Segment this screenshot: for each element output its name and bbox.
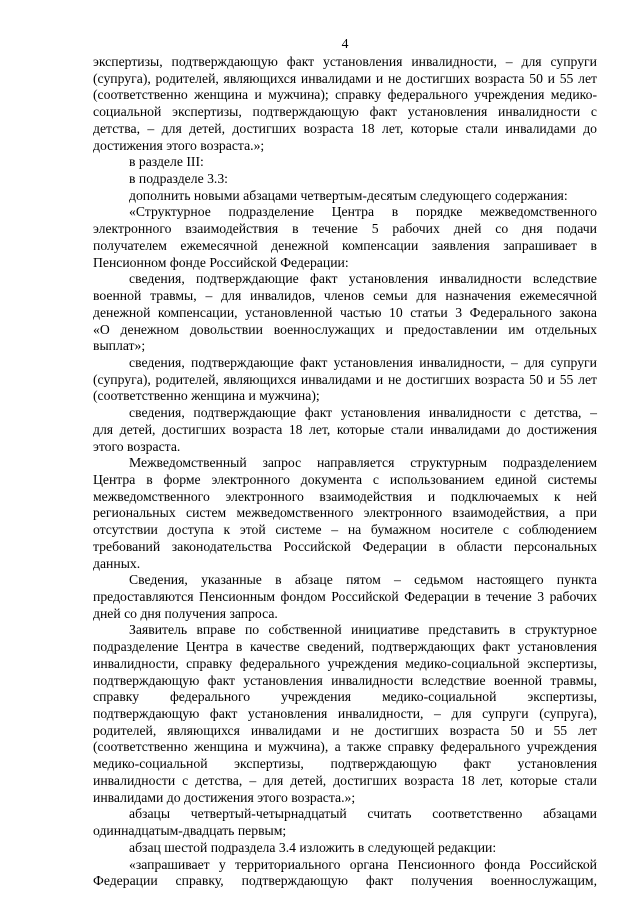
- text-line: Заявитель вправе по собственной инициативе представить в структурное: [129, 622, 597, 638]
- text-line: (соответственно женщина и мужчина), а также справку федерального учреждения: [93, 739, 597, 755]
- text-line: Центра в форме электронного документа с использованием единой системы: [93, 471, 597, 487]
- text-line: (соответственно женщина и мужчина); справку федерального учреждения медико-: [93, 87, 597, 103]
- text-line: военной травмы, – для инвалидов, членов семьи для назначения ежемесячной: [93, 288, 597, 304]
- text-line: инвалидами до достижения этого возраста.»;: [93, 789, 356, 805]
- paragraph: [93, 204, 597, 271]
- text-line: социальной экспертизы, подтверждающую факт установления инвалидности с: [93, 104, 597, 120]
- paragraph: [93, 840, 597, 857]
- text-line: отсутствии доступа к этой системе – на бумажном носителе с соблюдением: [93, 522, 597, 538]
- paragraph: [93, 355, 597, 405]
- text-line: достижения этого возраста.»;: [93, 137, 265, 153]
- paragraph: [93, 572, 597, 622]
- text-line: подтверждающую факт установления инвалидности, – для супруги (супруга),: [93, 706, 597, 722]
- text-line: инвалидности, справку федерального учреждения медико-социальной экспертизы,: [93, 655, 597, 671]
- text-line: этого возраста.: [93, 438, 181, 454]
- text-line: Пенсионном фонде Российской Федерации:: [93, 254, 349, 270]
- text-line: инвалидности с детства, – для детей, достигших возраста 18 лет, которые стали: [93, 772, 597, 788]
- paragraph: [93, 857, 597, 890]
- text-line: дней со дня получения запроса.: [93, 605, 278, 621]
- text-line: требований законодательства Российской Федерации в области персональных: [93, 538, 597, 554]
- text-line: «запрашивает у территориального органа Пенсионного фонда Российской: [129, 856, 597, 872]
- text-line: родителей, являющихся инвалидами и не достигших возраста 50 и 55 лет: [93, 722, 597, 738]
- paragraph: [93, 455, 597, 572]
- paragraph: [93, 154, 597, 171]
- text-line: (супруга), родителей, являющихся инвалидами и не достигших возраста 50 и 55 лет: [93, 70, 597, 86]
- text-line: Федерации справку, подтверждающую факт получения военнослужащим,: [93, 873, 597, 889]
- text-line: в подразделе 3.3:: [129, 171, 228, 187]
- text-line: выплат»;: [93, 338, 146, 354]
- text-line: одиннадцатым-двадцать первым;: [93, 823, 287, 839]
- text-line: Межведомственный запрос направляется структурным подразделением: [129, 455, 597, 471]
- paragraph: [93, 271, 597, 355]
- text-line: сведения, подтверждающие факт установления инвалидности с детства, –: [129, 405, 597, 421]
- text-line: межведомственного электронного взаимодействия и подключаемых к ней: [93, 488, 597, 504]
- document-body: [93, 54, 597, 890]
- text-line: сведения, подтверждающие факт установления инвалидности вследствие: [129, 271, 597, 287]
- text-line: предоставляются Пенсионным фондом Российской Федерации в течение 3 рабочих: [93, 589, 597, 604]
- text-line: денежной компенсации, установленной частью 10 статьи 3 Федерального закона: [93, 304, 597, 320]
- text-line: абзац шестой подраздела 3.4 изложить в следующей редакции:: [129, 839, 497, 855]
- paragraph: [93, 171, 597, 188]
- text-line: (соответственно женщина и мужчина);: [93, 388, 320, 404]
- paragraph: [93, 622, 597, 806]
- text-line: Сведения, указанные в абзаце пятом – седьмом настоящего пункта: [129, 572, 597, 588]
- text-line: «О денежном довольствии военнослужащих и предоставлении им отдельных: [93, 321, 597, 337]
- text-line: экспертизы, подтверждающую факт установления инвалидности, – для супруги: [93, 54, 597, 69]
- text-line: региональных систем межведомственного электронного взаимодействия, а при: [93, 505, 597, 521]
- paragraph: [93, 54, 597, 154]
- text-line: «Структурное подразделение Центра в порядке межведомственного: [129, 204, 597, 220]
- text-line: для детей, достигших возраста 18 лет, которые стали инвалидами до достижения: [93, 421, 597, 437]
- text-line: детства, – для детей, достигших возраста 18 лет, которые стали инвалидами до: [93, 120, 597, 136]
- text-line: подразделение Центра в качестве сведений, подтверждающих факт установления: [93, 639, 597, 655]
- text-line: получателем ежемесячной денежной компенсации заявления запрашивает в: [93, 237, 597, 253]
- text-line: электронного взаимодействия в течение 5 рабочих дней со дня подачи: [93, 221, 597, 237]
- text-line: абзацы четвертый-четырнадцатый считать соответственно абзацами: [129, 806, 597, 822]
- text-line: дополнить новыми абзацами четвертым-десятым следующего содержания:: [129, 187, 568, 203]
- text-line: справку федерального учреждения медико-социальной экспертизы,: [93, 689, 597, 705]
- text-line: медико-социальной экспертизы, подтверждающую факт установления: [93, 756, 597, 772]
- text-line: в разделе III:: [129, 154, 204, 170]
- text-line: данных.: [93, 555, 141, 571]
- text-line: (супруга), родителей, являющихся инвалидами и не достигших возраста 50 и 55 лет: [93, 371, 597, 387]
- paragraph: [93, 405, 597, 455]
- paragraph: [93, 806, 597, 839]
- text-line: подтверждающую факт установления инвалидности вследствие военной травмы,: [93, 672, 597, 688]
- paragraph: [93, 188, 597, 205]
- text-line: сведения, подтверждающие факт установления инвалидности, – для супруги: [129, 354, 597, 370]
- page-number: 4: [341, 36, 349, 51]
